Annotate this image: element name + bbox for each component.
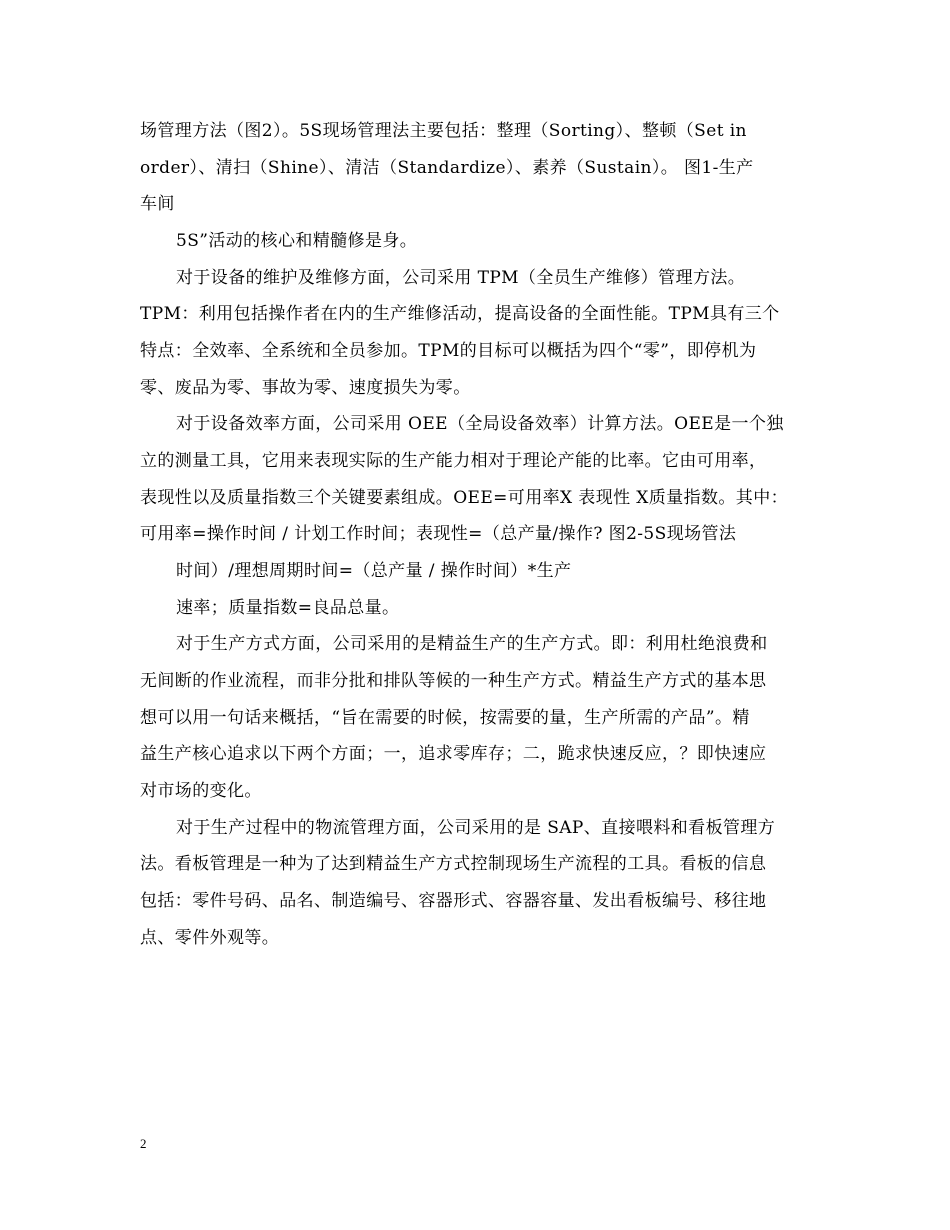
text-line: 点、零件外观等。 [140,928,280,948]
text-line: 对于生产方式方面，公司采用的是精益生产的生产方式。即：利用杜绝浪费和 [176,634,768,654]
text-line: 表现性以及质量指数三个关键要素组成。OEE=可用率X 表现性 X质量指数。其中： [140,488,789,508]
text-line: 零、废品为零、事故为零、速度损失为零。 [140,378,471,398]
text-line: 可用率=操作时间 / 计划工作时间；表现性=（总产量/操作? 图2-5S现场管法 [140,524,737,544]
text-line: 特点：全效率、全系统和全员参加。TPM的目标可以概括为四个“零”，即停机为 [140,341,757,361]
text-line: 立的测量工具，它用来表现实际的生产能力相对于理论产能的比率。它由可用率， [140,451,767,471]
text-line: 对于设备的维护及维修方面，公司采用 TPM（全员生产维修）管理方法。 [176,268,746,288]
text-line: 场管理方法（图2）。5S现场管理法主要包括：整理（Sorting）、整顿（Set in [140,121,747,141]
page-number: 2 [140,1136,147,1151]
text-line: 法。看板管理是一种为了达到精益生产方式控制现场生产流程的工具。看板的信息 [140,854,767,874]
text-line: 对于生产过程中的物流管理方面，公司采用的是 SAP、直接喂料和看板管理方 [176,818,776,838]
text-line: 对市场的变化。 [140,781,262,801]
text-line: 包括：零件号码、品名、制造编号、容器形式、容器容量、发出看板编号、移往地 [140,891,767,911]
text-line: 车间 [140,194,175,214]
text-line: 时间）/理想周期时间=（总产量 / 操作时间）*生产 [176,561,572,581]
text-line: 想可以用一句话来概括，“旨在需要的时候，按需要的量，生产所需的产品”。精 [140,708,750,728]
text-line: 5S”活动的核心和精髓修是身。 [176,231,418,251]
text-line: TPM：利用包括操作者在内的生产维修活动，提高设备的全面性能。TPM具有三个 [140,304,780,324]
text-line: 对于设备效率方面，公司采用 OEE（全局设备效率）计算方法。OEE是一个独 [176,414,784,434]
text-line: order）、清扫（Shine）、清洁（Standardize）、素养（Sustain）。 图1-生产 [140,158,754,178]
text-line: 速率；质量指数=良品总量。 [176,598,400,618]
text-line: 益生产核心追求以下两个方面；一，追求零库存；二，跪求快速反应，？即快速应 [140,744,767,764]
text-line: 无间断的作业流程，而非分批和排队等候的一种生产方式。精益生产方式的基本思 [140,671,767,691]
